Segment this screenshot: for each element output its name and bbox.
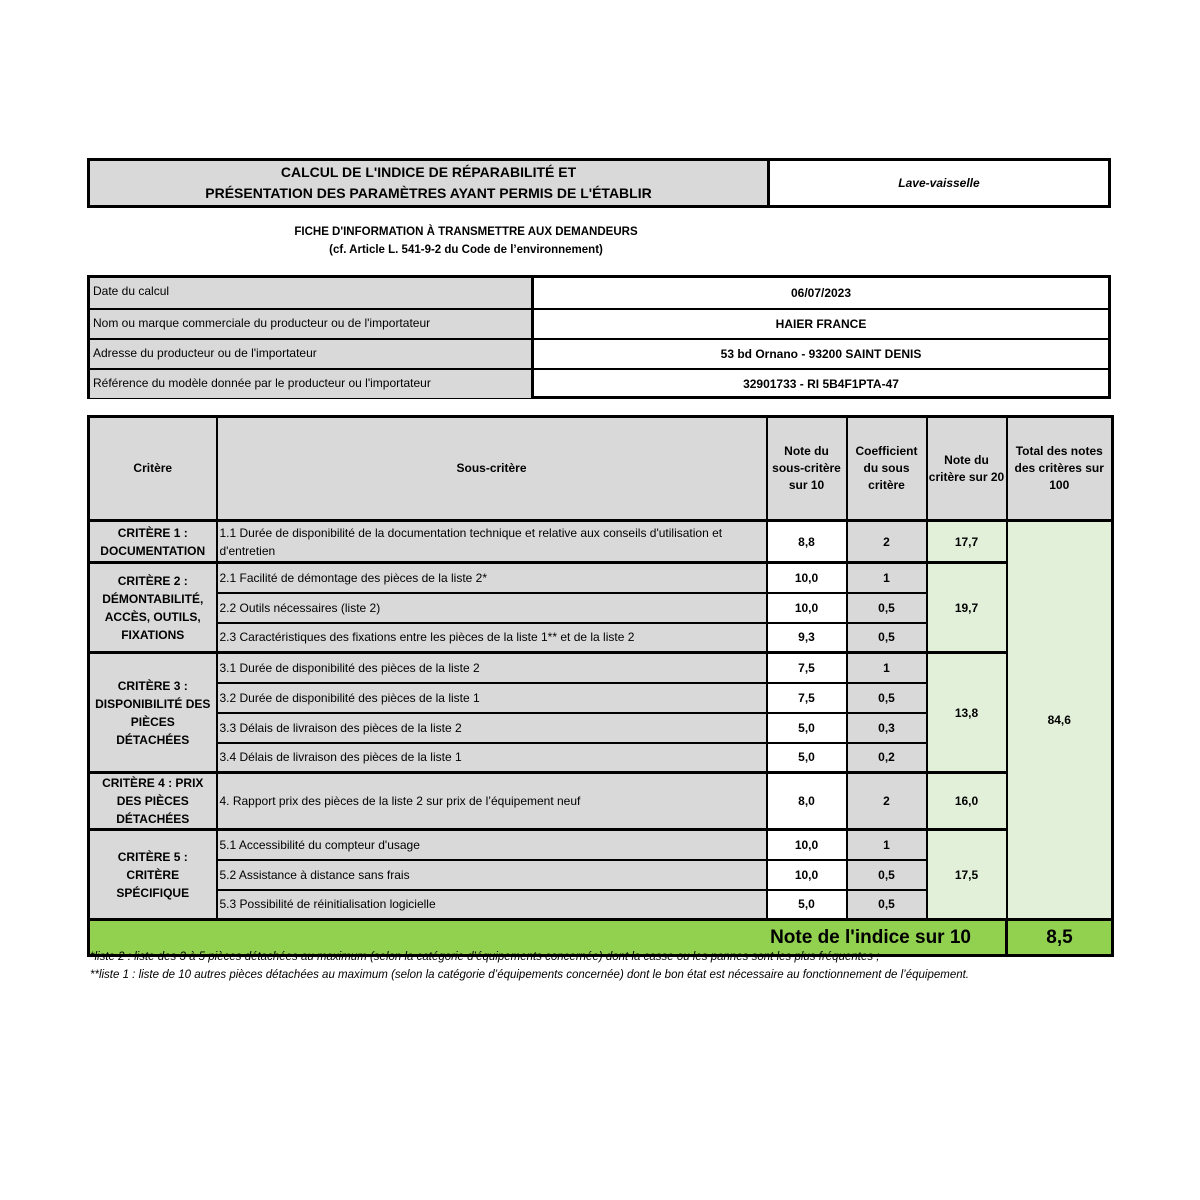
sub-criterion-label: 2.1 Facilité de démontage des pièces de la liste 2* <box>217 563 767 593</box>
total-score: 84,6 <box>1007 521 1113 920</box>
header-sous-critere: Sous-critère <box>217 417 767 521</box>
sub-criterion-coef: 0,5 <box>847 890 927 920</box>
criterion-name: CRITÈRE 1 : DOCUMENTATION <box>89 521 217 563</box>
document-title <box>90 161 770 205</box>
header-critere: Critère <box>89 417 217 521</box>
sub-criterion-label: 5.2 Assistance à distance sans frais <box>217 860 767 890</box>
criterion-name: CRITÈRE 4 : PRIX DES PIÈCES DÉTACHÉES <box>89 773 217 830</box>
sub-criterion-label: 3.3 Délais de livraison des pièces de la liste 2 <box>217 713 767 743</box>
sub-criterion-note: 9,3 <box>767 623 847 653</box>
sub-criterion-label: 2.2 Outils nécessaires (liste 2) <box>217 593 767 623</box>
subtitle-line-2: (cf. Article L. 541-9-2 du Code de l’environnement) <box>329 244 603 256</box>
info-row <box>90 338 1108 368</box>
info-label: Référence du modèle donnée par le producteur ou l'importateur <box>90 370 534 398</box>
criterion-score: 16,0 <box>927 773 1007 830</box>
header-note-sous-critere: Note du sous-critère sur 10 <box>767 417 847 521</box>
info-table <box>87 275 1111 399</box>
header-note-critere: Note du critère sur 20 <box>927 417 1007 521</box>
sub-criterion-coef: 1 <box>847 830 927 860</box>
table-row <box>89 563 1113 593</box>
subtitle <box>200 223 732 259</box>
info-label: Date du calcul <box>90 278 534 308</box>
subtitle-line-1: FICHE D'INFORMATION À TRANSMETTRE AUX DEMANDEURS <box>294 226 638 238</box>
product-category: Lave-vaisselle <box>770 161 1108 205</box>
sub-criterion-note: 5,0 <box>767 743 847 773</box>
footnote-1: *liste 2 : liste des 3 à 5 pièces détachées au maximum (selon la catégorie d’équipements concernée) dont la casse ou les pannes sont les plus fréquentes ; <box>90 951 880 963</box>
criterion-name: CRITÈRE 3 : DISPONIBILITÉ DES PIÈCES DÉTACHÉES <box>89 653 217 773</box>
sub-criterion-label: 3.2 Durée de disponibilité des pièces de la liste 1 <box>217 683 767 713</box>
sub-criterion-coef: 0,5 <box>847 683 927 713</box>
title-line-2: PRÉSENTATION DES PARAMÈTRES AYANT PERMIS DE L'ÉTABLIR <box>205 185 652 201</box>
sub-criterion-label: 5.1 Accessibilité du compteur d'usage <box>217 830 767 860</box>
sub-criterion-coef: 1 <box>847 563 927 593</box>
sub-criterion-note: 7,5 <box>767 683 847 713</box>
sub-criterion-label: 4. Rapport prix des pièces de la liste 2 sur prix de l’équipement neuf <box>217 773 767 830</box>
table-row <box>89 521 1113 563</box>
sub-criterion-coef: 2 <box>847 521 927 563</box>
criterion-score: 19,7 <box>927 563 1007 653</box>
footnote-2: **liste 1 : liste de 10 autres pièces détachées au maximum (selon la catégorie d’équipements concernée) dont le bon état est nécessaire au fonctionnement de l’équipement. <box>90 969 969 981</box>
info-row <box>90 308 1108 338</box>
header-coefficient: Coefficient du sous critère <box>847 417 927 521</box>
final-score-label: Note de l'indice sur 10 <box>89 920 1007 956</box>
info-label: Nom ou marque commerciale du producteur ou de l'importateur <box>90 310 534 338</box>
info-row <box>90 278 1108 308</box>
info-value: 32901733 - RI 5B4F1PTA-47 <box>743 377 899 391</box>
sub-criterion-note: 8,8 <box>767 521 847 563</box>
sub-criterion-coef: 0,5 <box>847 860 927 890</box>
table-row <box>89 830 1113 860</box>
sub-criterion-note: 10,0 <box>767 593 847 623</box>
table-row <box>89 653 1113 683</box>
info-value: HAIER FRANCE <box>775 317 867 331</box>
sub-criterion-label: 5.3 Possibilité de réinitialisation logicielle <box>217 890 767 920</box>
sub-criterion-label: 3.4 Délais de livraison des pièces de la liste 1 <box>217 743 767 773</box>
sub-criterion-note: 10,0 <box>767 860 847 890</box>
title-line-1: CALCUL DE L'INDICE DE RÉPARABILITÉ ET <box>280 164 577 180</box>
table-row <box>89 773 1113 830</box>
final-score-value: 8,5 <box>1007 920 1113 956</box>
info-row <box>90 368 1108 398</box>
footnotes <box>90 948 969 984</box>
criterion-name: CRITÈRE 5 : CRITÈRE SPÉCIFIQUE <box>89 830 217 920</box>
sub-criterion-label: 1.1 Durée de disponibilité de la documentation technique et relative aux conseils d'utilisation et d'entretien <box>217 521 767 563</box>
document-header <box>87 158 1111 208</box>
header-total: Total des notes des critères sur 100 <box>1007 417 1113 521</box>
criterion-score: 17,5 <box>927 830 1007 920</box>
sub-criterion-note: 10,0 <box>767 563 847 593</box>
sub-criterion-note: 10,0 <box>767 830 847 860</box>
criterion-score: 13,8 <box>927 653 1007 773</box>
sub-criterion-coef: 1 <box>847 653 927 683</box>
info-value: 53 bd Ornano - 93200 SAINT DENIS <box>720 347 922 361</box>
criterion-name: CRITÈRE 2 : DÉMONTABILITÉ, ACCÈS, OUTILS, FIXATIONS <box>89 563 217 653</box>
info-label: Adresse du producteur ou de l'importateur <box>90 340 534 368</box>
sub-criterion-coef: 0,2 <box>847 743 927 773</box>
criterion-score: 17,7 <box>927 521 1007 563</box>
sub-criterion-coef: 0,3 <box>847 713 927 743</box>
sub-criterion-note: 5,0 <box>767 890 847 920</box>
sub-criterion-label: 2.3 Caractéristiques des fixations entre les pièces de la liste 1** et de la liste 2 <box>217 623 767 653</box>
repairability-table <box>87 415 1114 957</box>
sub-criterion-note: 7,5 <box>767 653 847 683</box>
sub-criterion-note: 5,0 <box>767 713 847 743</box>
sub-criterion-coef: 0,5 <box>847 593 927 623</box>
info-value: 06/07/2023 <box>790 286 852 300</box>
sub-criterion-label: 3.1 Durée de disponibilité des pièces de la liste 2 <box>217 653 767 683</box>
sub-criterion-note: 8,0 <box>767 773 847 830</box>
sub-criterion-coef: 2 <box>847 773 927 830</box>
sub-criterion-coef: 0,5 <box>847 623 927 653</box>
